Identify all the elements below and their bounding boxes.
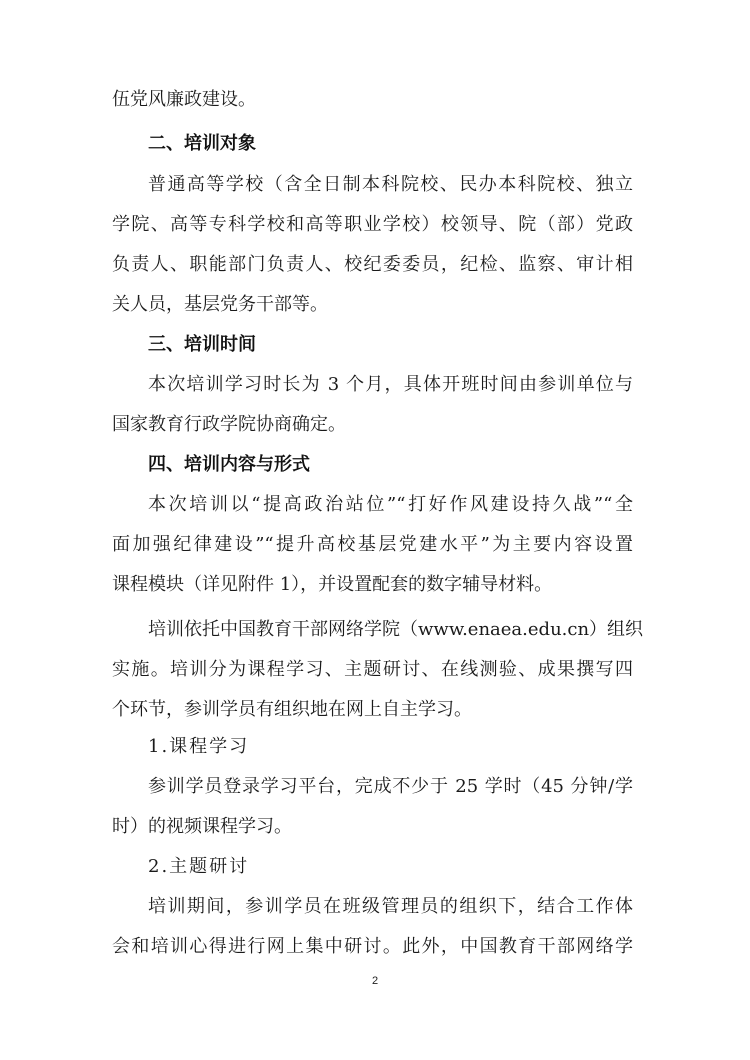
paragraph-line: 个环节，参训学员有组织地在网上自主学习。 bbox=[112, 699, 472, 720]
section-heading-training-targets: 二、培训对象 bbox=[148, 133, 256, 154]
paragraph-line: 培训期间，参训学员在班级管理员的组织下，结合工作体 bbox=[148, 896, 633, 917]
paragraph-line: 负责人、职能部门负责人、校纪委委员，纪检、监察、审计相 bbox=[112, 254, 633, 275]
paragraph-line: 培训依托中国教育干部网络学院（www.enaea.edu.cn）组织 bbox=[148, 619, 644, 640]
paragraph-line: 时）的视频课程学习。 bbox=[112, 816, 292, 837]
subsection-heading-topic-discussion: 2.主题研讨 bbox=[148, 856, 250, 877]
section-heading-training-time: 三、培训时间 bbox=[148, 334, 256, 355]
paragraph-line: 课程模块（详见附件 1），并设置配套的数字辅导材料。 bbox=[112, 574, 553, 595]
paragraph-line: 伍党风廉政建设。 bbox=[112, 89, 256, 110]
paragraph-line: 国家教育行政学院协商确定。 bbox=[112, 414, 346, 435]
paragraph-line: 参训学员登录学习平台，完成不少于 25 学时（45 分钟/学 bbox=[148, 776, 633, 797]
paragraph-line: 面加强纪律建设”“提升高校基层党建水平”为主要内容设置 bbox=[112, 534, 633, 555]
subsection-heading-course-study: 1.课程学习 bbox=[148, 736, 250, 757]
page-number: 2 bbox=[371, 975, 379, 987]
paragraph-line: 关人员，基层党务干部等。 bbox=[112, 294, 328, 315]
paragraph-line: 实施。培训分为课程学习、主题研讨、在线测验、成果撰写四 bbox=[112, 659, 633, 680]
paragraph-line: 本次培训学习时长为 3 个月，具体开班时间由参训单位与 bbox=[148, 374, 633, 395]
paragraph-line: 普通高等学校（含全日制本科院校、民办本科院校、独立 bbox=[148, 174, 633, 195]
paragraph-line: 本次培训以“提高政治站位”“打好作风建设持久战”“全 bbox=[148, 494, 633, 515]
paragraph-line: 会和培训心得进行网上集中研讨。此外，中国教育干部网络学 bbox=[112, 936, 633, 957]
section-heading-content-and-format: 四、培训内容与形式 bbox=[148, 454, 310, 475]
paragraph-line: 学院、高等专科学校和高等职业学校）校领导、院（部）党政 bbox=[112, 214, 633, 235]
